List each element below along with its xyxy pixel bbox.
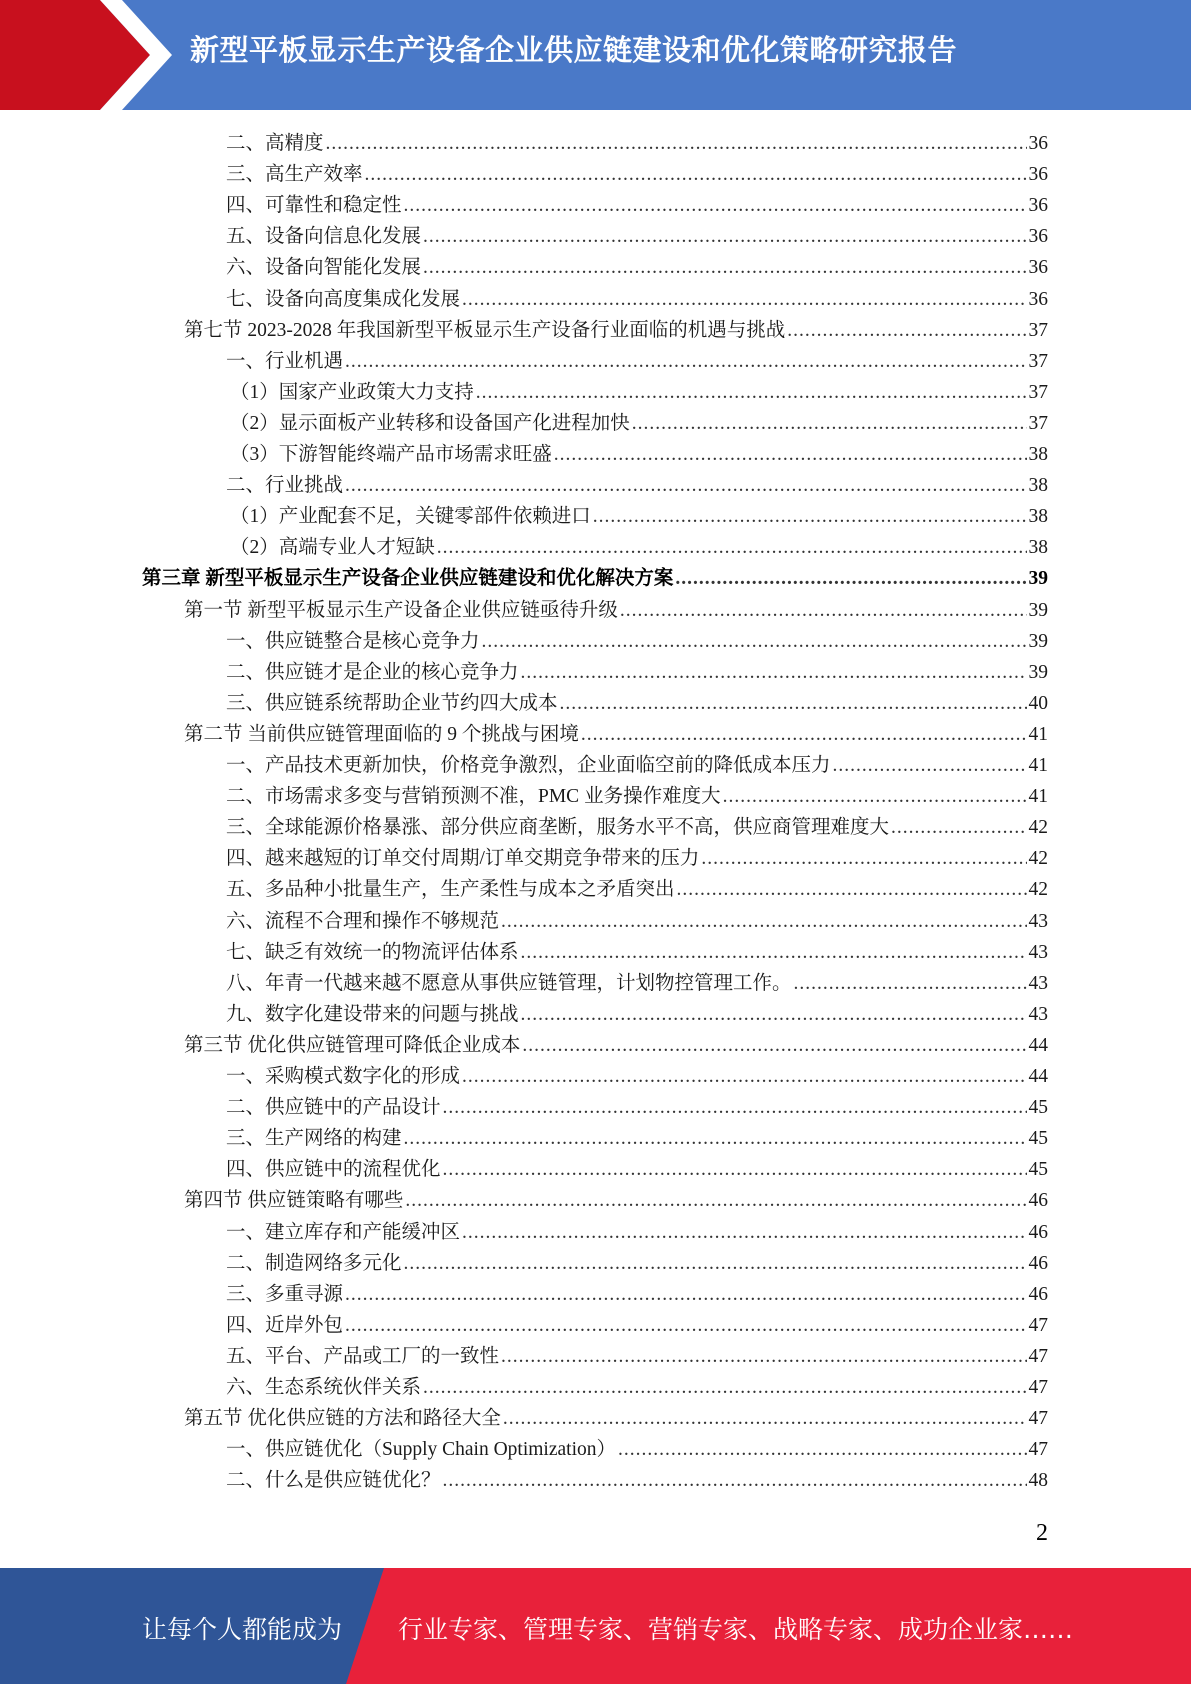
toc-entry[interactable] xyxy=(226,968,1048,999)
toc-entry[interactable] xyxy=(226,252,1048,283)
toc-entry-page: 45 xyxy=(1028,1097,1048,1119)
toc-entry-title: 七、缺乏有效统一的物流评估体系 xyxy=(226,941,519,963)
toc-entry-page: 42 xyxy=(1028,848,1048,870)
toc-entry[interactable] xyxy=(226,781,1048,812)
toc-leader-dots xyxy=(593,501,1027,532)
toc-entry[interactable] xyxy=(184,1403,1048,1434)
toc-entry-title: 二、供应链才是企业的核心竞争力 xyxy=(226,661,519,683)
page-header xyxy=(0,0,1191,110)
toc-entry-title: 四、越来越短的订单交付周期/订单交期竞争带来的压力 xyxy=(226,848,700,870)
toc-entry-title: 三、生产网络的构建 xyxy=(226,1128,402,1150)
toc-entry[interactable] xyxy=(230,377,1048,408)
toc-leader-dots xyxy=(675,563,1026,594)
toc-leader-dots xyxy=(365,159,1027,190)
toc-leader-dots xyxy=(522,1030,1026,1061)
toc-entry[interactable] xyxy=(226,1061,1048,1092)
toc-entry[interactable] xyxy=(226,1434,1048,1465)
toc-leader-dots xyxy=(345,1310,1026,1341)
toc-entry[interactable] xyxy=(226,812,1048,843)
toc-entry-page: 42 xyxy=(1028,817,1048,839)
toc-leader-dots xyxy=(404,190,1027,221)
toc-entry-title: 一、供应链优化（Supply Chain Optimization） xyxy=(226,1439,616,1461)
toc-entry-title: （3）下游智能终端产品市场需求旺盛 xyxy=(230,444,552,465)
toc-entry[interactable] xyxy=(226,190,1048,221)
toc-entry-page: 43 xyxy=(1028,910,1048,932)
toc-leader-dots xyxy=(677,874,1027,905)
toc-entry-title: 二、什么是供应链优化？ xyxy=(226,1470,441,1492)
toc-entry-page: 47 xyxy=(1028,1439,1048,1461)
toc-leader-dots xyxy=(404,1123,1027,1154)
toc-leader-dots xyxy=(701,843,1026,874)
toc-entry[interactable] xyxy=(226,843,1048,874)
toc-leader-dots xyxy=(521,657,1027,688)
toc-leader-dots xyxy=(560,688,1027,719)
page-footer xyxy=(0,1568,1191,1684)
toc-entry[interactable] xyxy=(184,1030,1048,1061)
toc-entry-page: 47 xyxy=(1028,1408,1048,1430)
footer-slogan-left: 让每个人都能成为 xyxy=(142,1615,343,1644)
toc-entry[interactable] xyxy=(226,999,1048,1030)
toc-entry-title: （2）显示面板产业转移和设备国产化进程加快 xyxy=(230,412,630,434)
toc-entry-page: 38 xyxy=(1028,475,1048,497)
toc-entry[interactable] xyxy=(226,470,1048,501)
toc-entry-page: 44 xyxy=(1028,1066,1048,1087)
toc-entry-page: 39 xyxy=(1028,568,1048,590)
toc-entry-page: 41 xyxy=(1028,755,1048,776)
toc-entry-title: 三、供应链系统帮助企业节约四大成本 xyxy=(226,692,558,714)
toc-leader-dots xyxy=(462,284,1026,315)
toc-entry-title: （2）高端专业人才短缺 xyxy=(230,537,435,559)
toc-leader-dots xyxy=(345,1279,1026,1310)
toc-leader-dots xyxy=(404,1248,1027,1279)
toc-leader-dots xyxy=(501,1341,1026,1372)
toc-entry-page: 39 xyxy=(1028,630,1048,652)
toc-entry-page: 43 xyxy=(1028,941,1048,963)
toc-entry-title: 一、建立库存和产能缓冲区 xyxy=(226,1221,461,1243)
toc-entry-title: 一、供应链整合是核心竞争力 xyxy=(226,630,480,652)
toc-entry-page: 37 xyxy=(1028,381,1048,403)
toc-leader-dots xyxy=(833,750,1027,781)
toc-entry[interactable] xyxy=(184,315,1048,346)
toc-entry[interactable] xyxy=(226,906,1048,937)
toc-entry-page: 43 xyxy=(1028,1003,1048,1025)
toc-entry-page: 36 xyxy=(1028,226,1048,248)
toc-leader-dots xyxy=(891,812,1026,843)
toc-leader-dots xyxy=(632,408,1027,439)
page-number: 2 xyxy=(1036,1520,1048,1546)
toc-entry-page: 36 xyxy=(1028,164,1048,186)
toc-leader-dots xyxy=(521,999,1027,1030)
toc-entry-title: 第五节 优化供应链的方法和路径大全 xyxy=(184,1408,501,1430)
toc-leader-dots xyxy=(423,252,1026,283)
toc-entry-title: 三、全球能源价格暴涨、部分供应商垄断，服务水平不高，供应商管理难度大 xyxy=(226,817,890,839)
toc-entry-page: 37 xyxy=(1028,412,1048,434)
toc-entry[interactable] xyxy=(226,1123,1048,1154)
toc-entry-title: 第七节 2023-2028 年我国新型平板显示生产设备行业面临的机遇与挑战 xyxy=(184,319,786,341)
toc-leader-dots xyxy=(443,1465,1027,1496)
toc-entry[interactable] xyxy=(226,1310,1048,1341)
toc-entry-title: 第三章 新型平板显示生产设备企业供应链建设和优化解决方案 xyxy=(142,568,674,590)
toc-entry[interactable] xyxy=(226,159,1048,190)
toc-leader-dots xyxy=(503,1403,1027,1434)
header-title: 新型平板显示生产设备企业供应链建设和优化策略研究报告 xyxy=(190,33,958,67)
toc-entry[interactable] xyxy=(226,1372,1048,1403)
toc-entry[interactable] xyxy=(226,1154,1048,1185)
toc-entry[interactable] xyxy=(226,874,1048,905)
toc-entry-title: 二、市场需求多变与营销预测不准，PMC 业务操作难度大 xyxy=(226,786,721,808)
toc-leader-dots xyxy=(462,1061,1026,1092)
toc-entry[interactable] xyxy=(226,221,1048,252)
toc-entry[interactable] xyxy=(226,1092,1048,1123)
toc-entry-page: 41 xyxy=(1028,723,1048,745)
toc-leader-dots xyxy=(423,221,1026,252)
toc-entry[interactable] xyxy=(226,128,1048,159)
toc-entry-page: 39 xyxy=(1028,661,1048,683)
footer-slogan-right: 行业专家、管理专家、营销专家、战略专家、成功企业家…… xyxy=(398,1615,1074,1644)
toc-entry-page: 46 xyxy=(1028,1221,1048,1243)
toc-leader-dots xyxy=(345,346,1026,377)
toc-leader-dots xyxy=(405,1185,1026,1216)
toc-entry-page: 40 xyxy=(1028,692,1048,714)
toc-entry-page: 38 xyxy=(1028,506,1048,528)
toc-entry-page: 39 xyxy=(1028,599,1048,621)
toc-entry[interactable] xyxy=(230,501,1048,532)
toc-leader-dots xyxy=(521,937,1027,968)
toc-entry[interactable] xyxy=(230,439,1048,470)
toc-entry-title: 第三节 优化供应链管理可降低企业成本 xyxy=(184,1034,521,1056)
toc-entry[interactable] xyxy=(184,1185,1048,1216)
toc-entry-title: 八、年青一代越来越不愿意从事供应链管理，计划物控管理工作。 xyxy=(226,972,792,994)
toc-leader-dots xyxy=(443,1092,1027,1123)
toc-leader-dots xyxy=(581,719,1027,750)
toc-leader-dots xyxy=(476,377,1027,408)
toc-leader-dots xyxy=(794,968,1027,999)
toc-entry-title: 二、高精度 xyxy=(226,133,324,154)
toc-entry[interactable] xyxy=(226,1341,1048,1372)
toc-entry-page: 38 xyxy=(1028,444,1048,465)
toc-entry-page: 45 xyxy=(1028,1159,1048,1181)
toc-entry[interactable] xyxy=(226,688,1048,719)
toc-entry[interactable] xyxy=(230,408,1048,439)
toc-entry-page: 36 xyxy=(1028,195,1048,217)
toc-leader-dots xyxy=(554,439,1027,470)
toc-leader-dots xyxy=(462,1217,1026,1248)
toc-entry-title: 五、平台、产品或工厂的一致性 xyxy=(226,1345,500,1367)
toc-entry-title: 四、可靠性和稳定性 xyxy=(226,195,402,217)
toc-entry-page: 47 xyxy=(1028,1314,1048,1336)
toc-entry-page: 47 xyxy=(1028,1377,1048,1398)
toc-entry-title: 二、供应链中的产品设计 xyxy=(226,1097,441,1119)
toc-entry-page: 47 xyxy=(1028,1345,1048,1367)
toc-entry-page: 43 xyxy=(1028,972,1048,994)
toc-entry-title: 二、制造网络多元化 xyxy=(226,1252,402,1274)
toc-entry[interactable] xyxy=(226,937,1048,968)
toc-entry-page: 36 xyxy=(1028,133,1048,154)
toc-entry-title: 第四节 供应链策略有哪些 xyxy=(184,1190,404,1212)
toc-entry-page: 44 xyxy=(1028,1034,1048,1056)
toc-entry-page: 46 xyxy=(1028,1190,1048,1212)
toc-entry[interactable] xyxy=(226,1248,1048,1279)
toc-leader-dots xyxy=(437,532,1027,563)
toc-entry-title: 六、生态系统伙伴关系 xyxy=(226,1377,422,1398)
toc-entry-title: 四、近岸外包 xyxy=(226,1314,344,1336)
toc-entry-page: 37 xyxy=(1028,350,1048,372)
toc-entry[interactable] xyxy=(226,750,1048,781)
toc-entry-title: 第一节 新型平板显示生产设备企业供应链亟待升级 xyxy=(184,599,618,621)
toc-entry-page: 37 xyxy=(1028,319,1048,341)
toc-entry-page: 45 xyxy=(1028,1128,1048,1150)
toc-leader-dots xyxy=(618,1434,1027,1465)
toc-entry-title: 一、产品技术更新加快，价格竞争激烈，企业面临空前的降低成本压力 xyxy=(226,755,831,776)
toc-entry[interactable] xyxy=(184,719,1048,750)
toc-entry[interactable] xyxy=(226,1465,1048,1496)
toc-entry[interactable] xyxy=(226,1279,1048,1310)
toc-entry-title: 一、采购模式数字化的形成 xyxy=(226,1066,461,1087)
toc-leader-dots xyxy=(620,595,1027,626)
toc-entry-title: 五、多品种小批量生产，生产柔性与成本之矛盾突出 xyxy=(226,879,675,901)
toc-entry-title: 七、设备向高度集成化发展 xyxy=(226,288,461,310)
toc-entry[interactable] xyxy=(226,1217,1048,1248)
toc-entry-page: 41 xyxy=(1028,786,1048,808)
toc-entry[interactable] xyxy=(226,346,1048,377)
toc-leader-dots xyxy=(326,128,1027,159)
toc-entry[interactable] xyxy=(230,532,1048,563)
toc-leader-dots xyxy=(443,1154,1027,1185)
toc-entry[interactable] xyxy=(226,657,1048,688)
toc-entry[interactable] xyxy=(184,595,1048,626)
toc-entry[interactable] xyxy=(226,626,1048,657)
toc-leader-dots xyxy=(345,470,1026,501)
toc-leader-dots xyxy=(723,781,1027,812)
toc-entry-title: 六、设备向智能化发展 xyxy=(226,257,422,279)
toc-leader-dots xyxy=(482,626,1027,657)
toc-leader-dots xyxy=(501,906,1026,937)
toc-entry-page: 36 xyxy=(1028,288,1048,310)
toc-entry-title: 第二节 当前供应链管理面临的 9 个挑战与困境 xyxy=(184,723,579,745)
toc-entry-page: 48 xyxy=(1028,1470,1048,1492)
toc-entry-title: （1）国家产业政策大力支持 xyxy=(230,381,474,403)
toc-entry[interactable] xyxy=(142,563,1048,594)
toc-leader-dots xyxy=(787,315,1026,346)
toc-entry-title: 二、行业挑战 xyxy=(226,475,344,497)
toc-entry-page: 42 xyxy=(1028,879,1048,901)
toc-entry-title: 三、多重寻源 xyxy=(226,1283,344,1305)
toc-entry-title: 五、设备向信息化发展 xyxy=(226,226,422,248)
toc-entry-page: 46 xyxy=(1028,1252,1048,1274)
toc-entry-page: 38 xyxy=(1028,537,1048,559)
toc-entry-title: （1）产业配套不足，关键零部件依赖进口 xyxy=(230,506,591,528)
toc-entry[interactable] xyxy=(226,284,1048,315)
toc-entry-page: 36 xyxy=(1028,257,1048,279)
toc-entry-title: 四、供应链中的流程优化 xyxy=(226,1159,441,1181)
toc-entry-title: 九、数字化建设带来的问题与挑战 xyxy=(226,1003,519,1025)
toc-entry-page: 46 xyxy=(1028,1283,1048,1305)
toc-entry-title: 三、高生产效率 xyxy=(226,164,363,186)
toc-leader-dots xyxy=(423,1372,1026,1403)
toc-entry-title: 一、行业机遇 xyxy=(226,350,344,372)
toc-entry-title: 六、流程不合理和操作不够规范 xyxy=(226,910,500,932)
